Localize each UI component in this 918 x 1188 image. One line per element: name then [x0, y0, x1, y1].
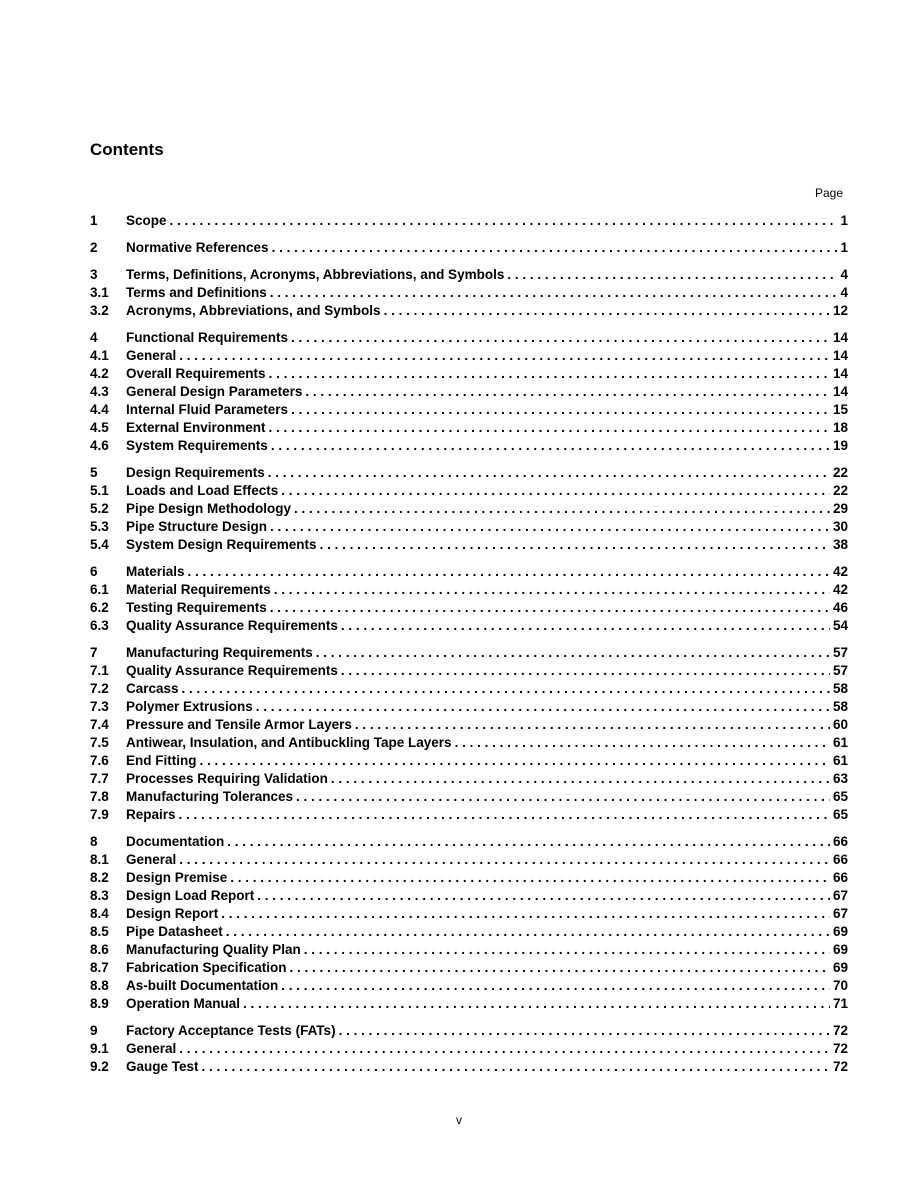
- toc-entry[interactable]: [90, 617, 848, 635]
- toc-entry-title: Design Report: [126, 906, 219, 921]
- toc-entry-page: 14: [832, 348, 848, 363]
- toc-entry-number: 8.2: [90, 870, 109, 885]
- toc-entry-page: 14: [832, 330, 848, 345]
- toc-entry-number: 4.1: [90, 348, 109, 363]
- toc-entry-number: 8.6: [90, 942, 109, 957]
- toc-entry-title: Pipe Design Methodology: [126, 501, 292, 516]
- toc-entry[interactable]: [90, 212, 848, 230]
- toc-entry[interactable]: [90, 599, 848, 617]
- toc-dot-leader: [281, 482, 830, 500]
- toc-entry[interactable]: [90, 680, 848, 698]
- toc-entry-title: Terms, Definitions, Acronyms, Abbreviations, and Symbols: [126, 267, 505, 282]
- toc-section-group: [90, 1022, 848, 1076]
- toc-dot-leader: [179, 1040, 830, 1058]
- toc-entry-page: 15: [832, 402, 848, 417]
- toc-entry-page: 57: [832, 663, 848, 678]
- toc-dot-leader: [188, 563, 830, 581]
- toc-entry-number: 8.5: [90, 924, 109, 939]
- toc-section-group: [90, 833, 848, 1013]
- toc-entry-page: 18: [832, 420, 848, 435]
- toc-entry-page: 14: [832, 366, 848, 381]
- toc-entry-number: 8.4: [90, 906, 109, 921]
- toc-dot-leader: [455, 734, 830, 752]
- toc-entry-title: General: [126, 852, 177, 867]
- toc-entry-page: 42: [832, 564, 848, 579]
- toc-entry-number: 1: [90, 213, 98, 228]
- toc-entry-title: Gauge Test: [126, 1059, 199, 1074]
- toc-entry[interactable]: [90, 734, 848, 752]
- toc-entry[interactable]: [90, 419, 848, 437]
- toc-entry-number: 7.6: [90, 753, 109, 768]
- toc-dot-leader: [182, 680, 830, 698]
- toc-entry-title: Repairs: [126, 807, 176, 822]
- toc-entry[interactable]: [90, 437, 848, 455]
- toc-entry[interactable]: [90, 464, 848, 482]
- toc-entry[interactable]: [90, 581, 848, 599]
- toc-dot-leader: [170, 212, 838, 230]
- toc-section-group: [90, 266, 848, 320]
- toc-entry-title: Pressure and Tensile Armor Layers: [126, 717, 352, 732]
- toc-entry-title: System Requirements: [126, 438, 268, 453]
- toc-entry-title: General: [126, 348, 177, 363]
- toc-entry-page: 66: [832, 834, 848, 849]
- toc-entry-number: 7: [90, 645, 98, 660]
- toc-entry-title: Material Requirements: [126, 582, 271, 597]
- toc-entry-page: 65: [832, 807, 848, 822]
- toc-dot-leader: [384, 302, 830, 320]
- toc-entry[interactable]: [90, 383, 848, 401]
- toc-entry[interactable]: [90, 266, 848, 284]
- toc-entry-page: 29: [832, 501, 848, 516]
- toc-entry[interactable]: [90, 869, 848, 887]
- toc-entry-page: 1: [840, 213, 848, 228]
- toc-dot-leader: [281, 977, 830, 995]
- toc-entry-page: 22: [832, 483, 848, 498]
- toc-entry-title: Acronyms, Abbreviations, and Symbols: [126, 303, 381, 318]
- toc-entry-title: Overall Requirements: [126, 366, 266, 381]
- toc-entry-title: General Design Parameters: [126, 384, 303, 399]
- toc-entry[interactable]: [90, 905, 848, 923]
- toc-dot-leader: [243, 995, 830, 1013]
- toc-entry-page: 4: [840, 285, 848, 300]
- toc-section-group: [90, 464, 848, 554]
- toc-dot-leader: [291, 401, 830, 419]
- toc-entry-number: 8.1: [90, 852, 109, 867]
- toc-entry-number: 6.3: [90, 618, 109, 633]
- toc-entry-page: 58: [832, 699, 848, 714]
- toc-entry-title: As-built Documentation: [126, 978, 279, 993]
- toc-dot-leader: [305, 383, 830, 401]
- toc-entry-number: 4.5: [90, 420, 109, 435]
- toc-entry[interactable]: [90, 482, 848, 500]
- toc-entry-title: Quality Assurance Requirements: [126, 663, 338, 678]
- toc-entry-number: 7.5: [90, 735, 109, 750]
- page-column-label: Page: [814, 186, 843, 200]
- toc-entry-number: 3.1: [90, 285, 109, 300]
- toc-entry-number: 3: [90, 267, 98, 282]
- toc-dot-leader: [331, 770, 830, 788]
- toc-entry[interactable]: [90, 347, 848, 365]
- toc-section-group: [90, 329, 848, 455]
- toc-entry-number: 2: [90, 240, 98, 255]
- table-of-contents: [90, 212, 848, 1085]
- toc-entry-number: 8: [90, 834, 98, 849]
- toc-entry[interactable]: [90, 887, 848, 905]
- toc-entry-title: Functional Requirements: [126, 330, 289, 345]
- toc-dot-leader: [355, 716, 830, 734]
- toc-entry-page: 69: [832, 942, 848, 957]
- toc-dot-leader: [179, 347, 830, 365]
- toc-entry[interactable]: [90, 644, 848, 662]
- toc-entry[interactable]: [90, 1022, 848, 1040]
- toc-entry-number: 4.6: [90, 438, 109, 453]
- toc-entry-number: 4.4: [90, 402, 109, 417]
- toc-entry[interactable]: [90, 662, 848, 680]
- toc-entry-page: 67: [832, 888, 848, 903]
- toc-entry[interactable]: [90, 563, 848, 581]
- toc-entry-title: Manufacturing Quality Plan: [126, 942, 301, 957]
- toc-entry-page: 71: [832, 996, 848, 1011]
- toc-entry[interactable]: [90, 941, 848, 959]
- toc-entry-page: 66: [832, 870, 848, 885]
- toc-entry-number: 5.4: [90, 537, 109, 552]
- toc-entry[interactable]: [90, 365, 848, 383]
- toc-entry[interactable]: [90, 302, 848, 320]
- toc-entry-number: 8.8: [90, 978, 109, 993]
- toc-entry-page: 72: [832, 1041, 848, 1056]
- toc-entry-title: System Design Requirements: [126, 537, 317, 552]
- toc-entry-title: Fabrication Specification: [126, 960, 287, 975]
- toc-entry-title: Design Load Report: [126, 888, 255, 903]
- toc-entry-page: 22: [832, 465, 848, 480]
- toc-entry-page: 19: [832, 438, 848, 453]
- toc-dot-leader: [272, 239, 838, 257]
- toc-entry[interactable]: [90, 806, 848, 824]
- toc-entry-title: Pipe Structure Design: [126, 519, 268, 534]
- toc-entry-number: 5: [90, 465, 98, 480]
- toc-entry-page: 12: [832, 303, 848, 318]
- toc-entry[interactable]: [90, 752, 848, 770]
- toc-entry-number: 6.2: [90, 600, 109, 615]
- toc-section-group: [90, 563, 848, 635]
- toc-dot-leader: [296, 788, 830, 806]
- toc-entry[interactable]: [90, 1058, 848, 1076]
- toc-dot-leader: [274, 581, 830, 599]
- toc-entry-page: 72: [832, 1023, 848, 1038]
- toc-dot-leader: [269, 419, 830, 437]
- toc-entry[interactable]: [90, 1040, 848, 1058]
- toc-dot-leader: [256, 698, 830, 716]
- toc-entry-title: Polymer Extrusions: [126, 699, 253, 714]
- toc-entry[interactable]: [90, 995, 848, 1013]
- toc-entry-page: 42: [832, 582, 848, 597]
- toc-entry-number: 5.3: [90, 519, 109, 534]
- toc-entry[interactable]: [90, 833, 848, 851]
- toc-entry-title: Normative References: [126, 240, 269, 255]
- toc-dot-leader: [341, 662, 830, 680]
- toc-entry[interactable]: [90, 788, 848, 806]
- toc-dot-leader: [179, 851, 830, 869]
- toc-entry-number: 7.3: [90, 699, 109, 714]
- toc-entry[interactable]: [90, 851, 848, 869]
- toc-entry-title: Processes Requiring Validation: [126, 771, 328, 786]
- toc-entry-number: 9.1: [90, 1041, 109, 1056]
- toc-dot-leader: [230, 869, 830, 887]
- toc-dot-leader: [221, 905, 830, 923]
- toc-entry-title: Pipe Datasheet: [126, 924, 223, 939]
- toc-dot-leader: [269, 365, 830, 383]
- toc-entry[interactable]: [90, 329, 848, 347]
- toc-entry-number: 4.2: [90, 366, 109, 381]
- toc-dot-leader: [270, 284, 838, 302]
- toc-entry-number: 6.1: [90, 582, 109, 597]
- toc-entry-number: 7.7: [90, 771, 109, 786]
- toc-entry-page: 65: [832, 789, 848, 804]
- toc-section-group: [90, 644, 848, 824]
- toc-entry[interactable]: [90, 401, 848, 419]
- toc-entry-title: Design Requirements: [126, 465, 265, 480]
- toc-section-group: [90, 212, 848, 230]
- toc-entry[interactable]: [90, 284, 848, 302]
- toc-entry-page: 60: [832, 717, 848, 732]
- toc-entry[interactable]: [90, 923, 848, 941]
- toc-entry-title: Testing Requirements: [126, 600, 267, 615]
- toc-entry-title: Materials: [126, 564, 185, 579]
- toc-entry-number: 8.7: [90, 960, 109, 975]
- toc-entry[interactable]: [90, 977, 848, 995]
- toc-entry-number: 7.1: [90, 663, 109, 678]
- toc-entry-number: 5.1: [90, 483, 109, 498]
- toc-dot-leader: [226, 923, 830, 941]
- toc-entry-number: 7.9: [90, 807, 109, 822]
- toc-dot-leader: [270, 599, 830, 617]
- toc-entry-page: 67: [832, 906, 848, 921]
- toc-dot-leader: [257, 887, 830, 905]
- toc-entry-page: 69: [832, 924, 848, 939]
- toc-entry-page: 38: [832, 537, 848, 552]
- toc-dot-leader: [271, 437, 830, 455]
- toc-entry[interactable]: [90, 500, 848, 518]
- toc-entry-page: 4: [840, 267, 848, 282]
- toc-entry-number: 7.8: [90, 789, 109, 804]
- toc-entry-page: 58: [832, 681, 848, 696]
- toc-dot-leader: [320, 536, 830, 554]
- toc-entry-title: Terms and Definitions: [126, 285, 267, 300]
- toc-entry-title: Loads and Load Effects: [126, 483, 279, 498]
- toc-section-group: [90, 239, 848, 257]
- toc-entry-title: Manufacturing Tolerances: [126, 789, 294, 804]
- toc-entry-page: 1: [840, 240, 848, 255]
- toc-entry-number: 4: [90, 330, 98, 345]
- toc-entry-page: 30: [832, 519, 848, 534]
- toc-dot-leader: [291, 329, 830, 347]
- toc-entry-page: 46: [832, 600, 848, 615]
- toc-entry-title: External Environment: [126, 420, 266, 435]
- toc-entry-number: 7.2: [90, 681, 109, 696]
- toc-entry[interactable]: [90, 716, 848, 734]
- toc-entry-number: 6: [90, 564, 98, 579]
- toc-entry-number: 7.4: [90, 717, 109, 732]
- toc-entry-page: 61: [832, 735, 848, 750]
- toc-entry-title: Quality Assurance Requirements: [126, 618, 338, 633]
- toc-entry[interactable]: [90, 959, 848, 977]
- toc-dot-leader: [341, 617, 830, 635]
- toc-dot-leader: [202, 1058, 830, 1076]
- toc-entry-number: 8.3: [90, 888, 109, 903]
- toc-entry-title: Antiwear, Insulation, and Antibuckling Tape Layers: [126, 735, 452, 750]
- toc-dot-leader: [507, 266, 837, 284]
- toc-entry-page: 69: [832, 960, 848, 975]
- toc-entry-title: Operation Manual: [126, 996, 241, 1011]
- toc-dot-leader: [294, 500, 830, 518]
- toc-entry-title: Scope: [126, 213, 167, 228]
- toc-dot-leader: [199, 752, 829, 770]
- toc-entry-title: Manufacturing Requirements: [126, 645, 313, 660]
- toc-dot-leader: [268, 464, 830, 482]
- toc-entry-number: 3.2: [90, 303, 109, 318]
- toc-entry-page: 54: [832, 618, 848, 633]
- toc-entry-page: 72: [832, 1059, 848, 1074]
- toc-dot-leader: [339, 1022, 830, 1040]
- toc-dot-leader: [316, 644, 830, 662]
- toc-entry-page: 14: [832, 384, 848, 399]
- toc-dot-leader: [304, 941, 830, 959]
- toc-entry-title: Factory Acceptance Tests (FATs): [126, 1023, 336, 1038]
- toc-entry-number: 9: [90, 1023, 98, 1038]
- toc-entry-number: 5.2: [90, 501, 109, 516]
- toc-entry-title: Design Premise: [126, 870, 228, 885]
- page-title: Contents: [90, 140, 164, 159]
- toc-entry-page: 70: [832, 978, 848, 993]
- toc-entry-page: 57: [832, 645, 848, 660]
- toc-entry[interactable]: [90, 518, 848, 536]
- toc-entry-title: Carcass: [126, 681, 179, 696]
- toc-dot-leader: [179, 806, 830, 824]
- toc-entry-number: 9.2: [90, 1059, 109, 1074]
- toc-entry-title: Documentation: [126, 834, 225, 849]
- toc-dot-leader: [270, 518, 830, 536]
- toc-entry-page: 63: [832, 771, 848, 786]
- page-number-footer: v: [456, 1113, 462, 1127]
- toc-entry[interactable]: [90, 536, 848, 554]
- toc-entry-page: 61: [832, 753, 848, 768]
- toc-entry-number: 8.9: [90, 996, 109, 1011]
- toc-entry[interactable]: [90, 770, 848, 788]
- toc-dot-leader: [290, 959, 830, 977]
- toc-entry-page: 66: [832, 852, 848, 867]
- toc-entry-number: 4.3: [90, 384, 109, 399]
- toc-entry[interactable]: [90, 698, 848, 716]
- toc-entry-title: Internal Fluid Parameters: [126, 402, 289, 417]
- toc-entry[interactable]: [90, 239, 848, 257]
- toc-entry-title: General: [126, 1041, 177, 1056]
- toc-entry-title: End Fitting: [126, 753, 197, 768]
- toc-dot-leader: [227, 833, 830, 851]
